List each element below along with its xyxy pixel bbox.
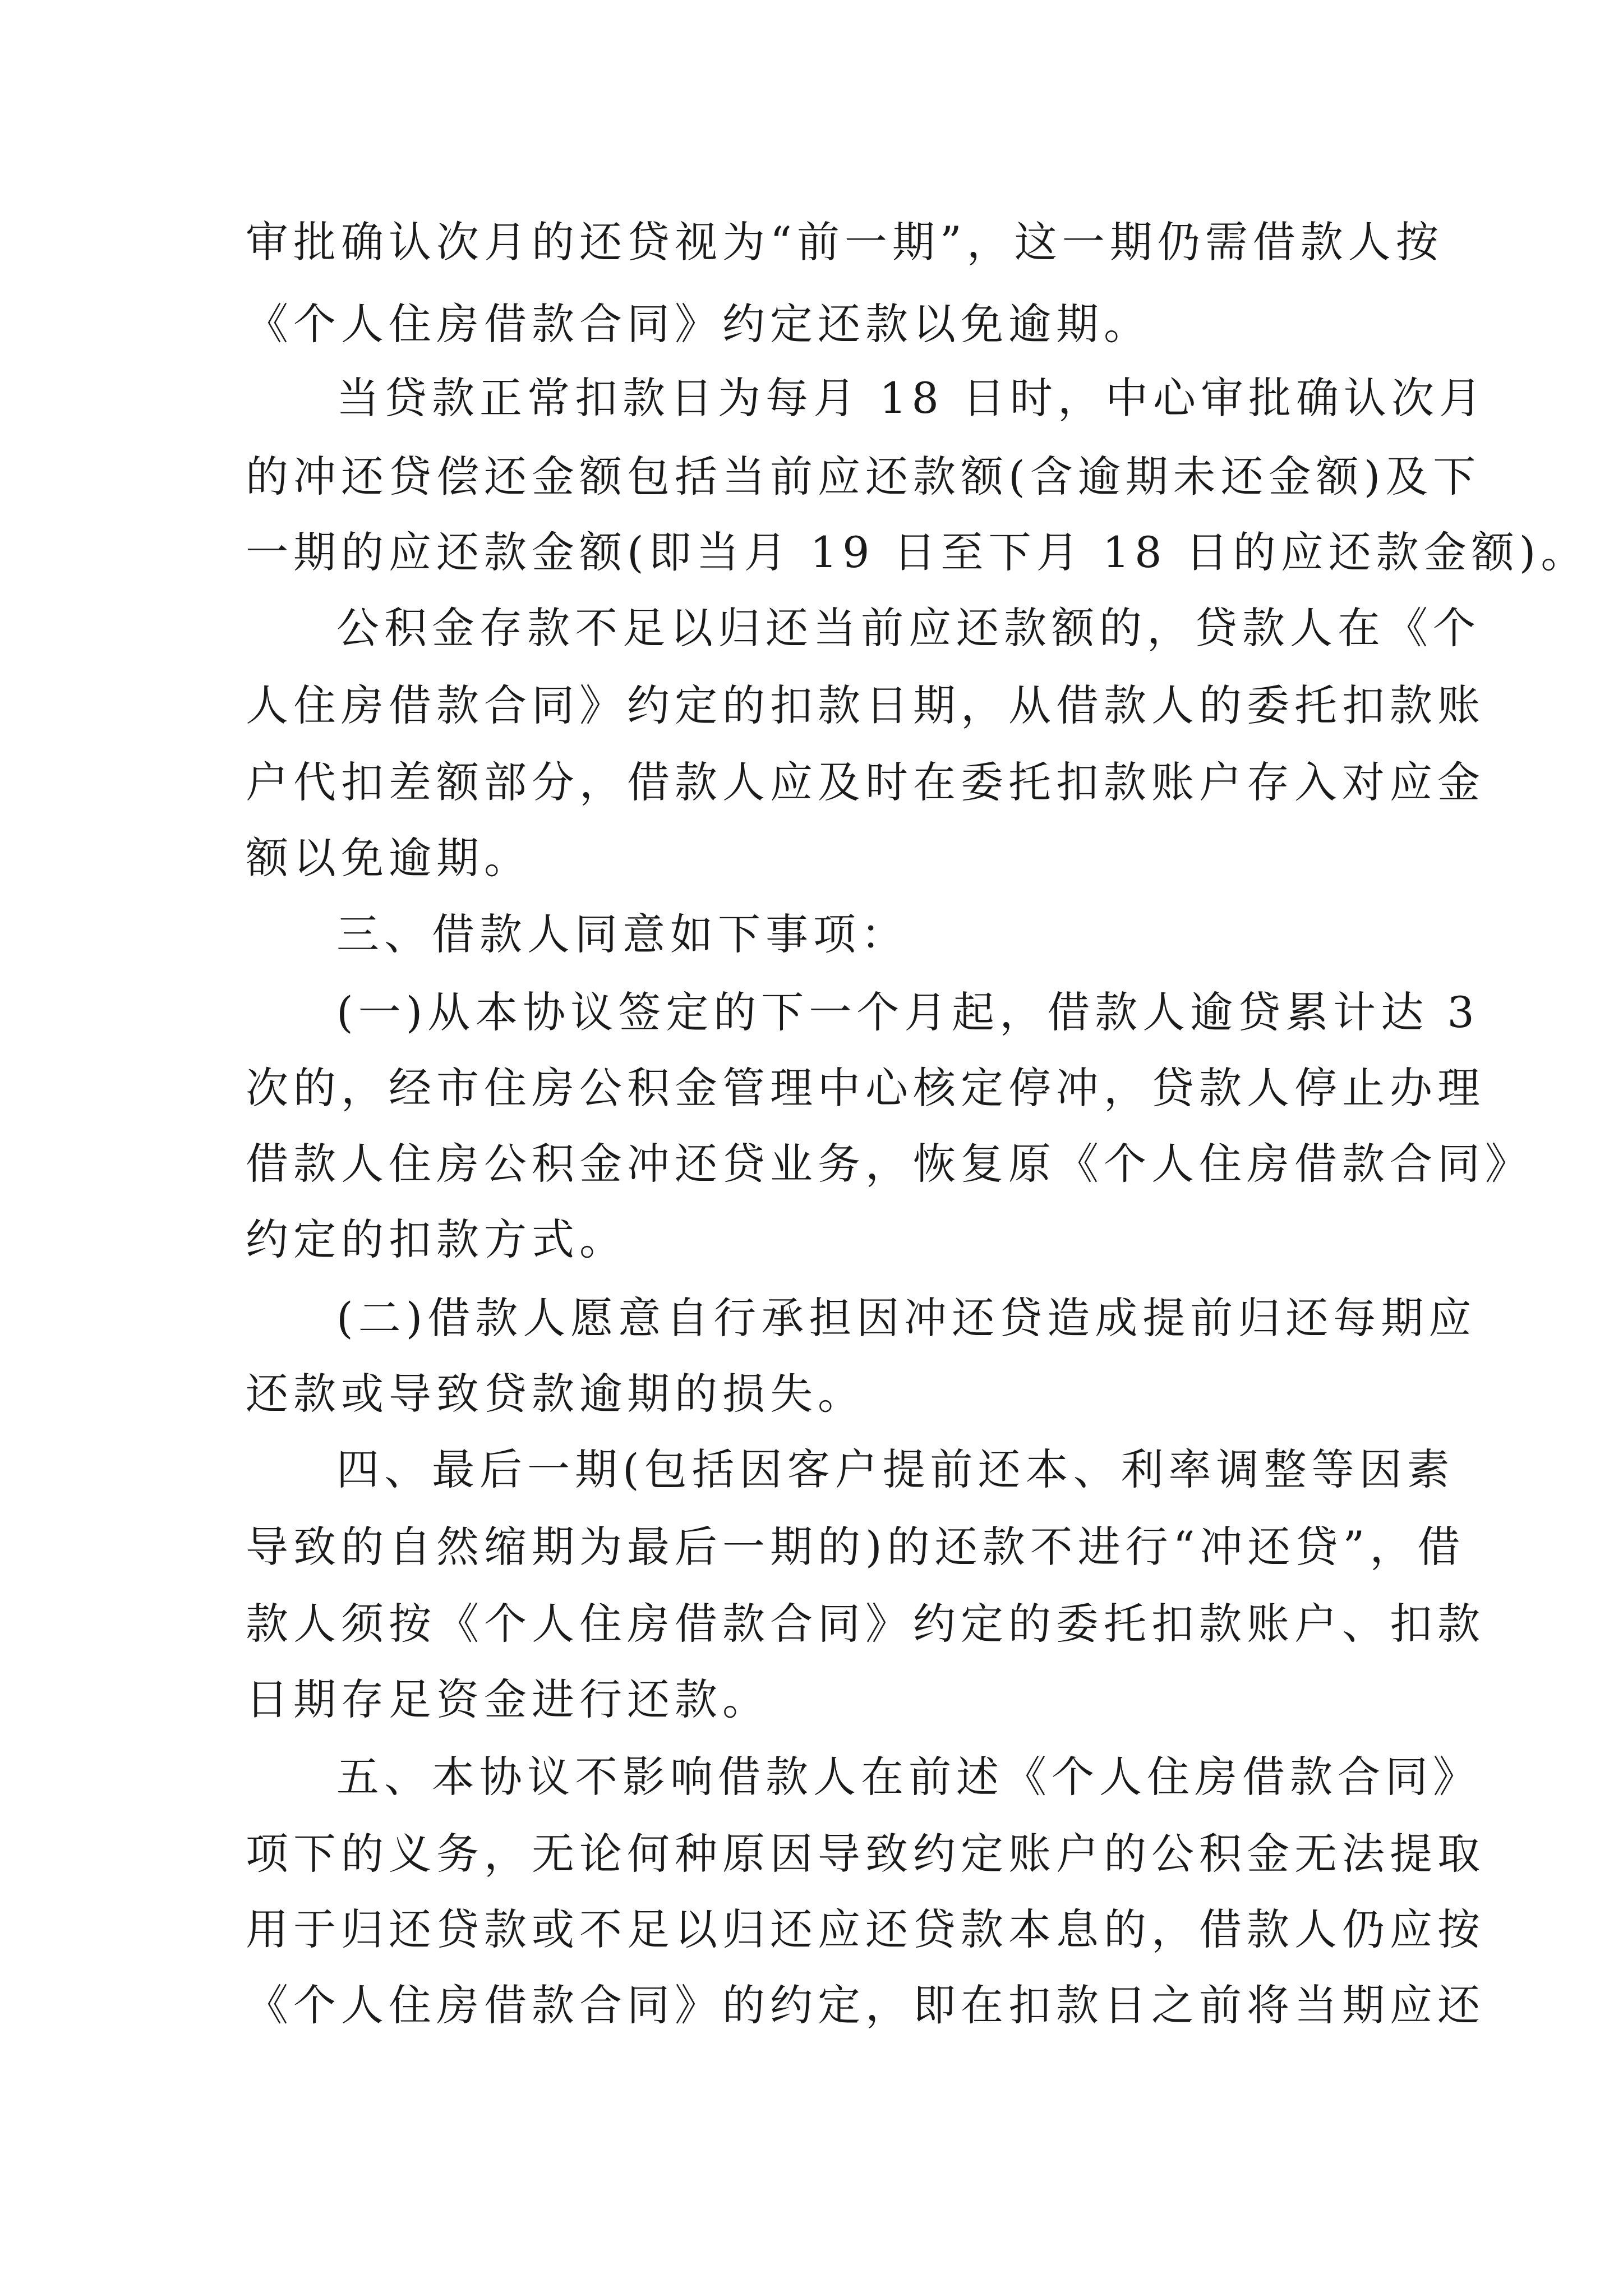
text-line: 约定的扣款方式。	[246, 1214, 627, 1264]
text-line: 的冲还贷偿还金额包括当前应还款额(含逾期未还金额)及下	[246, 452, 1481, 501]
text-line: 次的，经市住房公积金管理中心核定停冲，贷款人停止办理	[246, 1063, 1485, 1113]
text-line: 五、本协议不影响借款人在前述《个人住房借款合同》	[336, 1752, 1481, 1802]
text-line: 人住房借款合同》约定的扣款日期，从借款人的委托扣款账	[246, 680, 1485, 730]
text-line: 户代扣差额部分，借款人应及时在委托扣款账户存入对应金	[246, 757, 1485, 807]
text-line: 项下的义务，无论何种原因导致约定账户的公积金无法提取	[246, 1829, 1485, 1879]
text-line: 审批确认次月的还贷视为“前一期”，这一期仍需借款人按	[246, 217, 1444, 267]
text-line: 款人须按《个人住房借款合同》约定的委托扣款账户、扣款	[246, 1599, 1485, 1649]
text-line: 导致的自然缩期为最后一期的)的还款不进行“冲还贷”，借	[246, 1522, 1465, 1572]
text-line: 日期存足资金进行还款。	[246, 1674, 770, 1724]
text-line: (二)借款人愿意自行承担因冲还贷造成提前归还每期应	[336, 1293, 1477, 1343]
text-line: 借款人住房公积金冲还贷业务，恢复原《个人住房借款合同》	[246, 1139, 1533, 1189]
text-line: 还款或导致贷款逾期的损失。	[246, 1369, 865, 1419]
text-line: 四、最后一期(包括因客户提前还本、利率调整等因素	[336, 1444, 1455, 1494]
text-line: 《个人住房借款合同》约定还款以免逾期。	[246, 299, 1151, 349]
heading-line: 三、借款人同意如下事项：	[336, 909, 909, 959]
text-line: 当贷款正常扣款日为每月 18 日时，中心审批确认次月	[336, 373, 1487, 423]
text-line: 额以免逾期。	[246, 833, 532, 883]
text-line: (一)从本协议签定的下一个月起，借款人逾贷累计达 3	[336, 987, 1479, 1037]
text-line: 一期的应还款金额(即当月 19 日至下月 18 日的应还款金额)。	[246, 527, 1589, 577]
text-line: 《个人住房借款合同》的约定，即在扣款日之前将当期应还	[246, 1980, 1485, 2030]
text-line: 用于归还贷款或不足以归还应还贷款本息的，借款人仍应按	[246, 1904, 1485, 1954]
text-line: 公积金存款不足以归还当前应还款额的，贷款人在《个	[336, 603, 1481, 653]
